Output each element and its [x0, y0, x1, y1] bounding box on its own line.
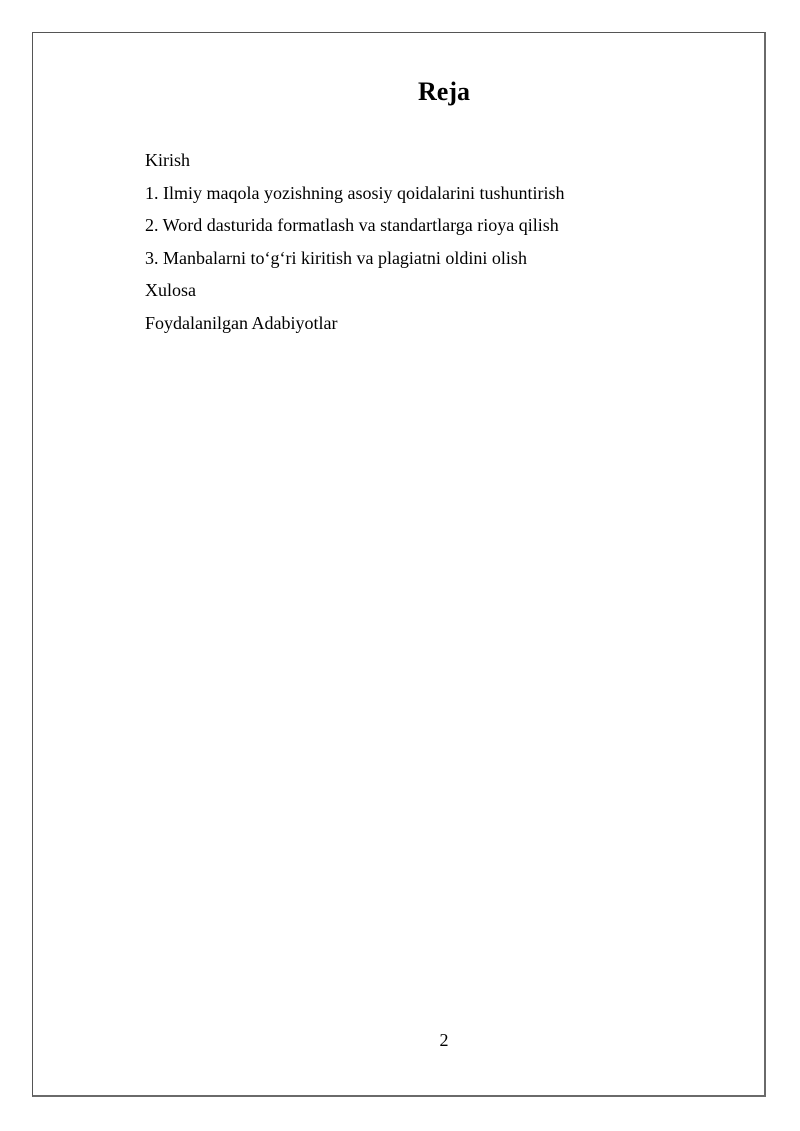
- toc-item-3: 3. Manbalarni to‘g‘ri kiritish va plagiatni oldini olish: [145, 247, 527, 268]
- toc-item-references: Foydalanilgan Adabiyotlar: [145, 312, 338, 333]
- page-number: 2: [439, 1030, 449, 1050]
- page-title: Reja: [418, 77, 470, 106]
- toc-item-introduction: Kirish: [145, 150, 190, 170]
- table-of-contents: [145, 144, 564, 339]
- toc-item-1: 1. Ilmiy maqola yozishning asosiy qoidalarini tushuntirish: [145, 182, 565, 203]
- toc-item-2: 2. Word dasturida formatlash va standartlarga rioya qilish: [145, 215, 559, 235]
- toc-item-conclusion: Xulosa: [145, 280, 196, 300]
